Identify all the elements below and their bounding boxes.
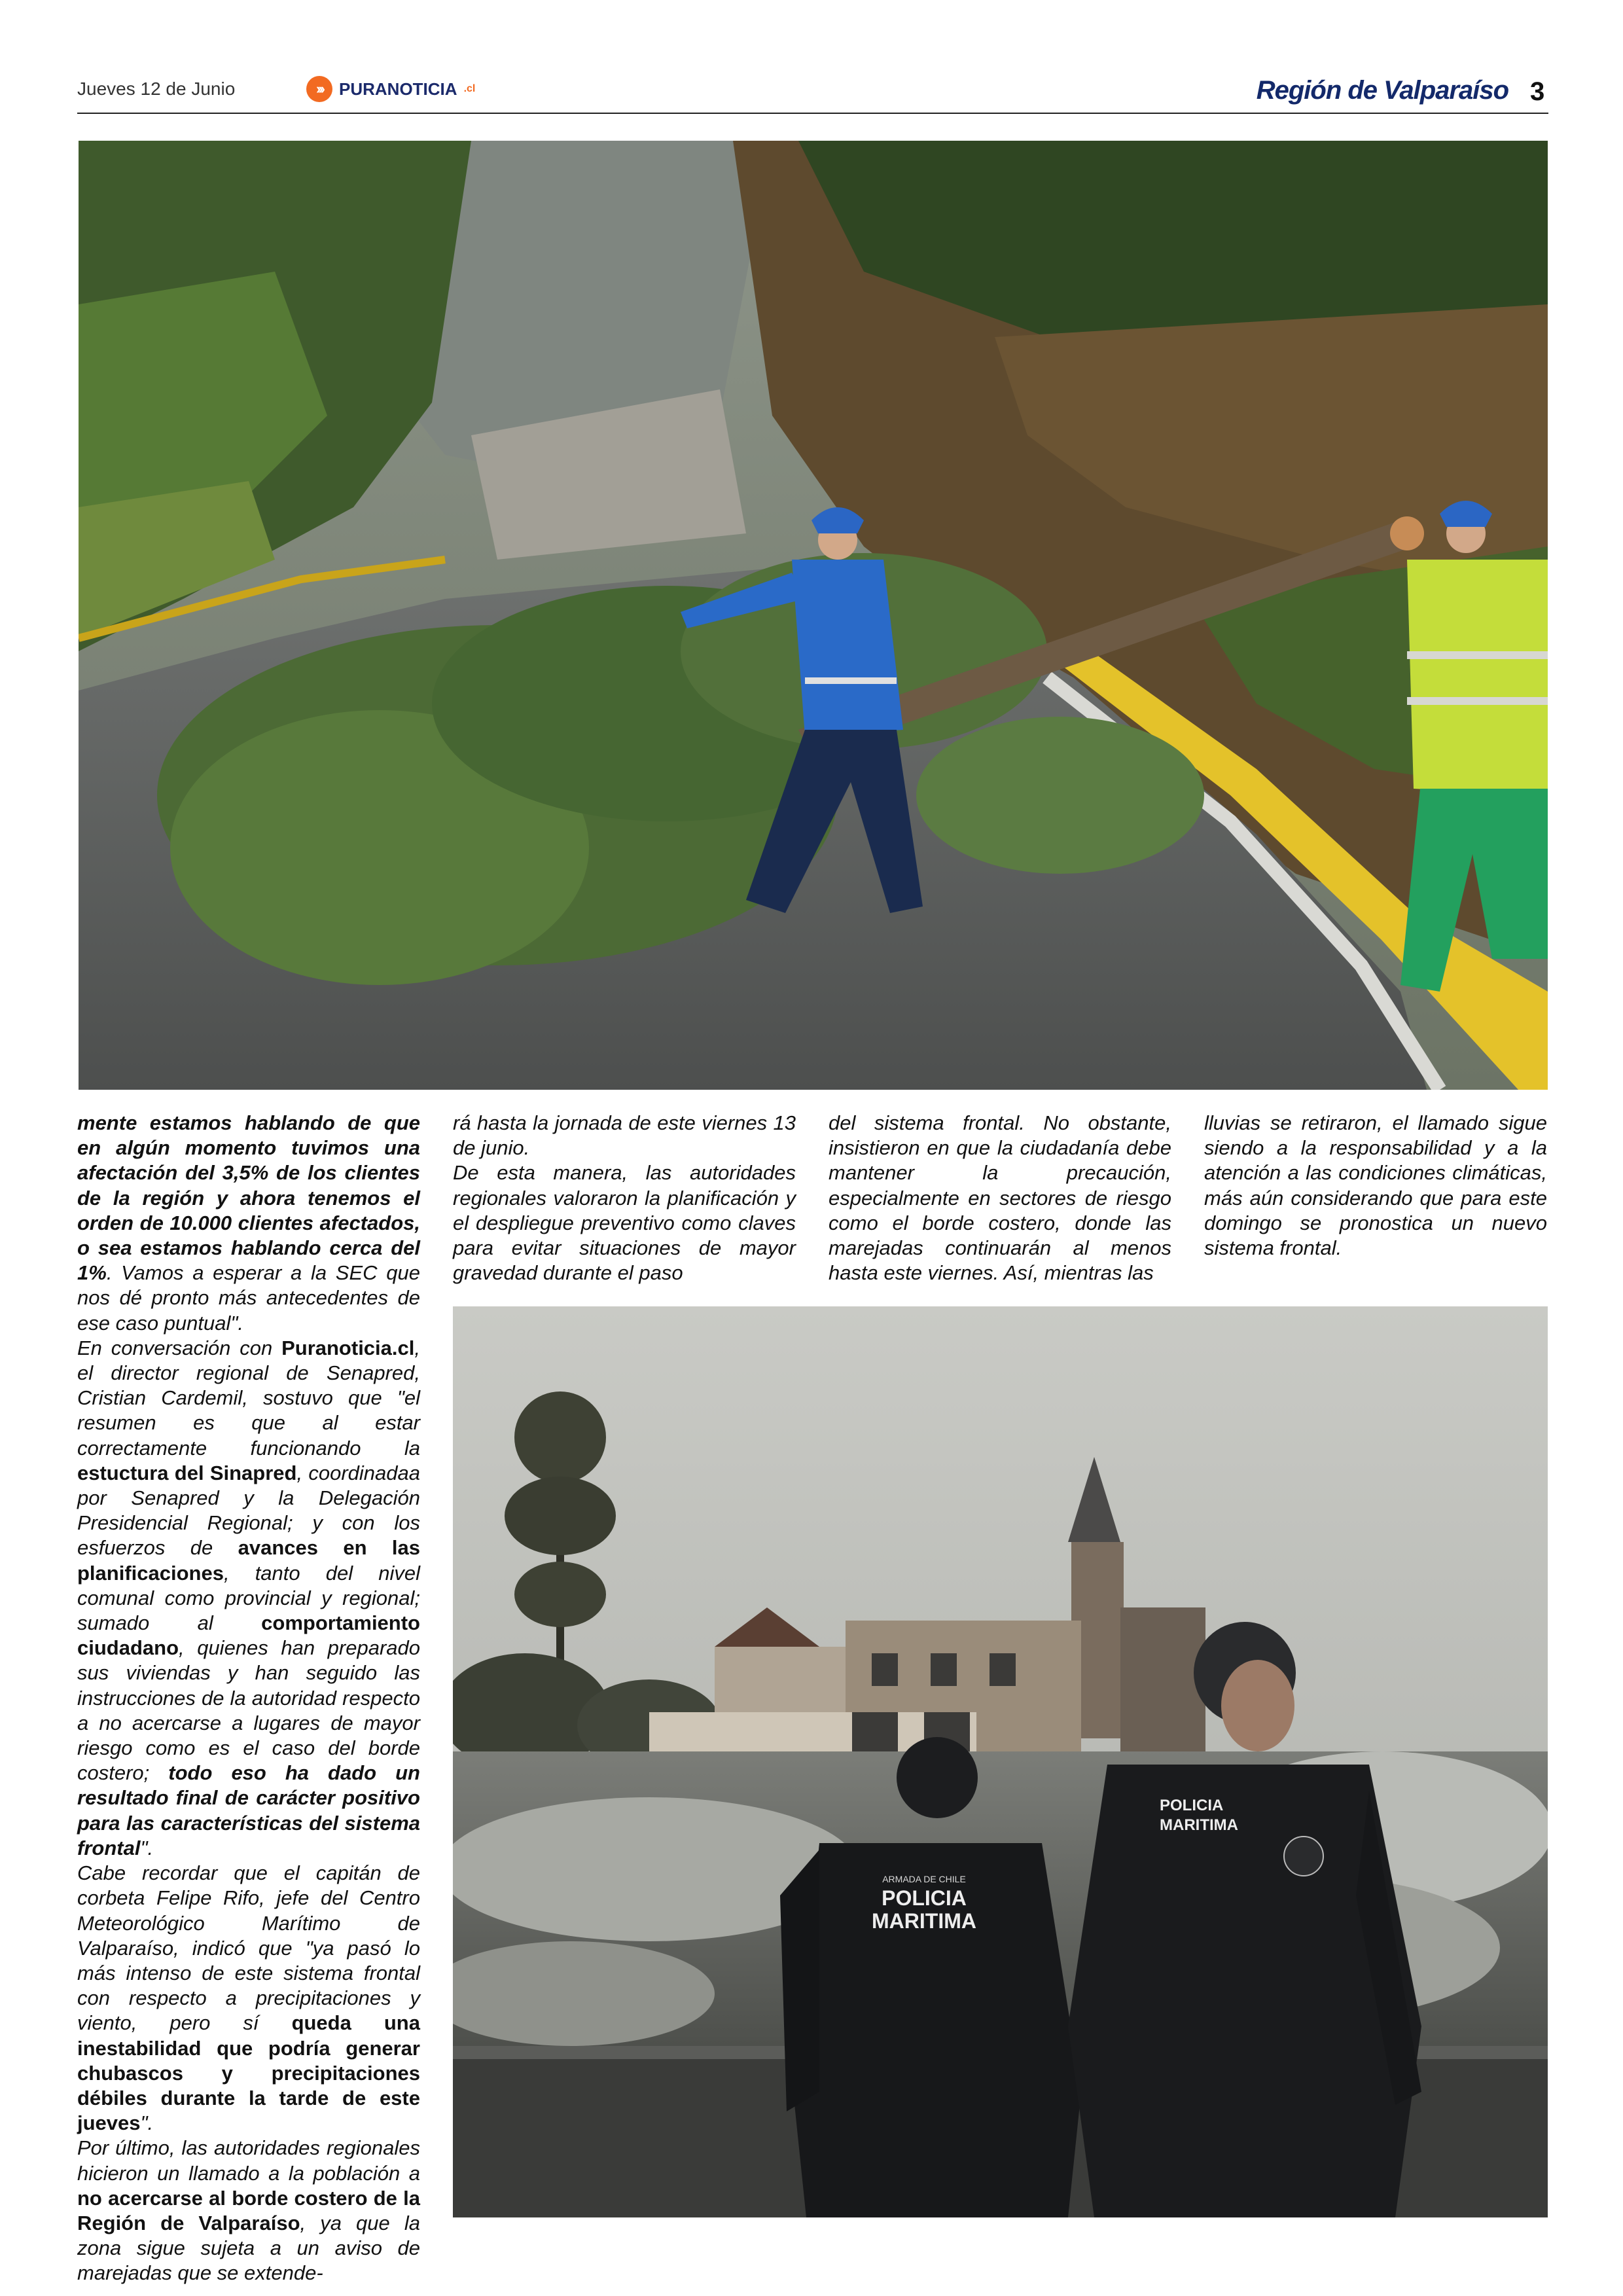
c1-seg-5: estuctura del Sinapred — [77, 1461, 297, 1484]
vest-text-front: POLICIA — [1160, 1797, 1224, 1814]
c1-seg-10: , quienes han preparado sus viviendas y han seguido las instrucciones de la autoridad respecto a no acercarse a lugares de mayor riesgo como es el caso del borde costero; — [77, 1636, 420, 1785]
vest-text-maritima: MARITIMA — [872, 1909, 976, 1933]
column-1-text — [77, 1111, 420, 2286]
c1-seg-18: , ya que la zona sigue sujeta a un aviso de marejadas que se extende- — [77, 2211, 421, 2285]
page-number: 3 — [1530, 77, 1545, 106]
top-photo-workers-clearing-tree — [79, 141, 1548, 1090]
c1-seg-6: , coordinadaa por Senapred y la Delegación Presidencial Regional; y con los esfuerzos de — [77, 1461, 420, 1560]
c1-seg-9: comportamiento ciudadano — [77, 1611, 420, 1660]
article-column-3 — [829, 1111, 1171, 1285]
article-column-1 — [77, 1111, 420, 2286]
page-date: Jueves 12 de Junio — [77, 79, 236, 99]
column-4-text: lluvias se retiraron, el llamado sigue siendo a la responsabilidad y a la atención a las condiciones climáticas, más aún considerando que para este domingo se pronostica un nuevo sistema frontal. — [1204, 1111, 1547, 1260]
c1-seg-14: queda una inestabilidad que podría generar chubascos y precipitaciones débiles durante la tarde de este jueves — [77, 2011, 420, 2135]
c1-seg-16: Por último, las autoridades regionales hicieron un llamado a la población a — [77, 2136, 420, 2185]
c1-seg-17: no acercarse al borde costero de la Región de Valparaíso — [77, 2186, 420, 2234]
bottom-photo-illustration — [453, 1306, 1548, 2217]
c1-seg-7: avances en las planificaciones — [77, 1536, 420, 1585]
column-2-text-a: rá hasta la jornada de este viernes 13 de junio. — [453, 1111, 796, 1160]
column-3-text: del sistema frontal. No obstante, insistieron en que la ciudadanía debe mantener la precaución, especialmente en sectores de riesgo como el borde costero, donde las marejadas continuarán al menos hasta este viernes. Así, mientras las — [829, 1111, 1171, 1285]
c1-seg-11: todo eso ha dado un resultado final de carácter positivo para las características del sistema frontal — [77, 1761, 420, 1859]
c1-seg-15: ". — [140, 2111, 154, 2135]
c1-seg-0: mente estamos hablando de que en algún momento tuvimos una afectación del 3,5% de los clientes de la región y ahora tenemos el orden de 10.000 clientes afectados, o sea estamos hablando cerca del 1% — [77, 1111, 420, 1285]
article-column-2 — [453, 1111, 796, 1285]
logo-text: PURANOTICIA — [339, 79, 457, 99]
header-rule — [77, 113, 1548, 114]
c1-seg-2: En conversación con — [77, 1336, 282, 1359]
top-photo-illustration — [79, 141, 1548, 1090]
c1-seg-4: , el director regional de Senapred, Cristian Cardemil, sostuvo que "el resumen es que al estar correctamente funcionando la — [77, 1336, 420, 1460]
vest-text-front-2: MARITIMA — [1160, 1816, 1238, 1834]
article-column-4 — [1204, 1111, 1547, 1261]
vest-text-armada: ARMADA DE CHILE — [882, 1874, 966, 1884]
c1-seg-13: Cabe recordar que el capitán de corbeta Felipe Rifo, jefe del Centro Meteorológico Marítimo de Valparaíso, indicó que "ya pasó lo más intenso de este sistema frontal con respecto a precipitaciones y viento, pero sí — [77, 1861, 420, 2035]
column-2-text-b: De esta manera, las autoridades regionales valoraron la planificación y el despliegue preventivo como claves para evitar situaciones de mayor gravedad durante el paso — [453, 1161, 796, 1285]
logo-tld: .cl — [463, 83, 476, 94]
bottom-photo-policia-maritima — [453, 1306, 1548, 2217]
vest-text-policia: POLICIA — [882, 1886, 967, 1910]
c1-seg-8: , tanto del nivel comunal como provincial y regional; sumado al — [77, 1561, 420, 1635]
section-title: Región de Valparaíso — [1256, 76, 1508, 105]
c1-seg-1: . Vamos a esperar a la SEC que nos dé pronto más antecedentes de ese caso puntual". — [77, 1261, 420, 1335]
c1-seg-12: ". — [140, 1836, 154, 1859]
c1-seg-3: Puranoticia.cl — [281, 1336, 415, 1359]
puranoticia-logo — [306, 76, 475, 102]
logo-chevron-icon: ››› — [306, 76, 332, 102]
